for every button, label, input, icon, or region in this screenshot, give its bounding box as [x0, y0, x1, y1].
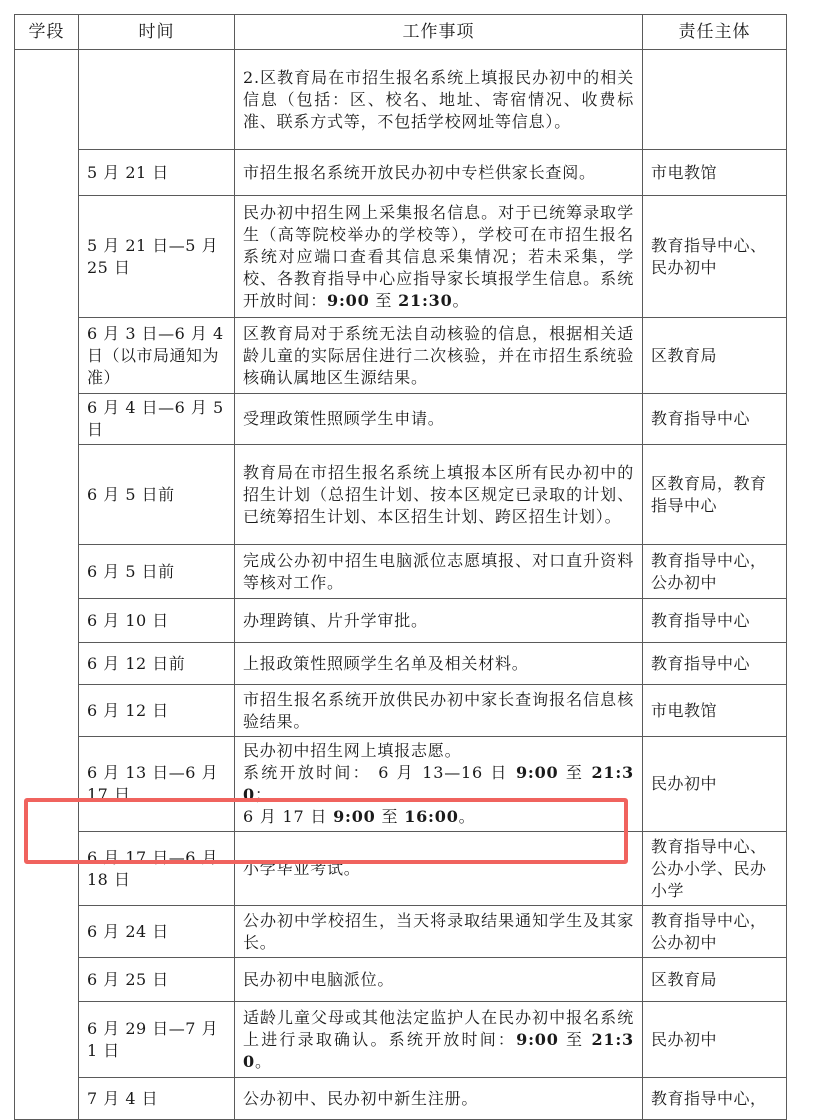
schedule-table	[14, 14, 787, 1120]
owner-cell	[643, 50, 787, 150]
table-row	[15, 737, 787, 832]
owner-cell: 教育指导中心，公办初中	[643, 906, 787, 958]
table-row	[15, 906, 787, 958]
work-cell: 市招生报名系统开放供民办初中家长查询报名信息核验结果。	[235, 685, 643, 737]
owner-cell: 教育指导中心，	[643, 1078, 787, 1120]
header-time: 时间	[79, 15, 235, 50]
table-row	[15, 958, 787, 1002]
time-cell: 6 月 4 日—6 月 5 日	[79, 394, 235, 445]
work-cell: 民办初中招生网上填报志愿。 系统开放时间： 6 月 13—16 日 9:00 至 21:30； 6 月 17 日 9:00 至 16:00。	[235, 737, 643, 832]
work-cell: 民办初中招生网上采集报名信息。对于已统筹录取学生（高等院校举办的学校等），学校可在市招生报名系统对应端口查看其信息采集情况；若未采集，学校、各教育指导中心应指导家长填报学生信息。系统开放时间：9:00 至 21:30。	[235, 196, 643, 318]
work-cell: 2.区教育局在市招生报名系统上填报民办初中的相关信息（包括：区、校名、地址、寄宿情况、收费标准、联系方式等，不包括学校网址等信息）。	[235, 50, 643, 150]
header-row	[15, 15, 787, 50]
work-cell: 完成公办初中招生电脑派位志愿填报、对口直升资料等核对工作。	[235, 545, 643, 599]
table-row	[15, 545, 787, 599]
time-cell: 6 月 29 日—7 月 1 日	[79, 1002, 235, 1078]
work-cell: 小学毕业考试。	[235, 832, 643, 906]
table-row	[15, 643, 787, 685]
work-cell: 区教育局对于系统无法自动核验的信息，根据相关适龄儿童的实际居住进行二次核验，并在市招生系统验核确认属地区生源结果。	[235, 318, 643, 394]
header-owner: 责任主体	[643, 15, 787, 50]
time-cell: 6 月 5 日前	[79, 445, 235, 545]
table-row	[15, 196, 787, 318]
time-cell	[79, 50, 235, 150]
table-row	[15, 1002, 787, 1078]
owner-cell: 教育指导中心	[643, 599, 787, 643]
time-cell: 5 月 21 日—5 月 25 日	[79, 196, 235, 318]
time-cell: 6 月 24 日	[79, 906, 235, 958]
owner-cell: 教育指导中心、公办小学、民办小学	[643, 832, 787, 906]
owner-cell: 教育指导中心	[643, 643, 787, 685]
owner-cell: 区教育局，教育指导中心	[643, 445, 787, 545]
work-cell: 公办初中学校招生，当天将录取结果通知学生及其家长。	[235, 906, 643, 958]
time-cell: 6 月 12 日	[79, 685, 235, 737]
owner-cell: 教育指导中心，公办初中	[643, 545, 787, 599]
work-cell: 受理政策性照顾学生申请。	[235, 394, 643, 445]
owner-cell: 市电教馆	[643, 150, 787, 196]
owner-cell: 区教育局	[643, 958, 787, 1002]
time-cell: 6 月 3 日—6 月 4 日（以市局通知为准）	[79, 318, 235, 394]
table-row	[15, 832, 787, 906]
work-cell: 上报政策性照顾学生名单及相关材料。	[235, 643, 643, 685]
time-cell: 6 月 5 日前	[79, 545, 235, 599]
stage-cell	[15, 50, 79, 1120]
table-row	[15, 50, 787, 150]
time-cell: 6 月 12 日前	[79, 643, 235, 685]
table-row	[15, 318, 787, 394]
time-cell: 6 月 17 日—6 月 18 日	[79, 832, 235, 906]
table-row	[15, 685, 787, 737]
owner-cell: 教育指导中心、民办初中	[643, 196, 787, 318]
header-work: 工作事项	[235, 15, 643, 50]
time-cell: 7 月 4 日	[79, 1078, 235, 1120]
table-row	[15, 1078, 787, 1120]
table-row	[15, 150, 787, 196]
work-cell: 民办初中电脑派位。	[235, 958, 643, 1002]
owner-cell: 教育指导中心	[643, 394, 787, 445]
work-cell: 办理跨镇、片升学审批。	[235, 599, 643, 643]
work-cell: 教育局在市招生报名系统上填报本区所有民办初中的招生计划（总招生计划、按本区规定已录取的计划、已统筹招生计划、本区招生计划、跨区招生计划）。	[235, 445, 643, 545]
time-cell: 6 月 10 日	[79, 599, 235, 643]
owner-cell: 民办初中	[643, 737, 787, 832]
table-row	[15, 599, 787, 643]
work-cell: 市招生报名系统开放民办初中专栏供家长查阅。	[235, 150, 643, 196]
work-cell: 公办初中、民办初中新生注册。	[235, 1078, 643, 1120]
time-cell: 6 月 25 日	[79, 958, 235, 1002]
owner-cell: 民办初中	[643, 1002, 787, 1078]
work-cell: 适龄儿童父母或其他法定监护人在民办初中报名系统上进行录取确认。系统开放时间：9:00 至 21:30。	[235, 1002, 643, 1078]
owner-cell: 市电教馆	[643, 685, 787, 737]
table-row	[15, 394, 787, 445]
header-stage: 学段	[15, 15, 79, 50]
time-cell: 5 月 21 日	[79, 150, 235, 196]
owner-cell: 区教育局	[643, 318, 787, 394]
table-row	[15, 445, 787, 545]
time-cell: 6 月 13 日—6 月 17 日	[79, 737, 235, 832]
